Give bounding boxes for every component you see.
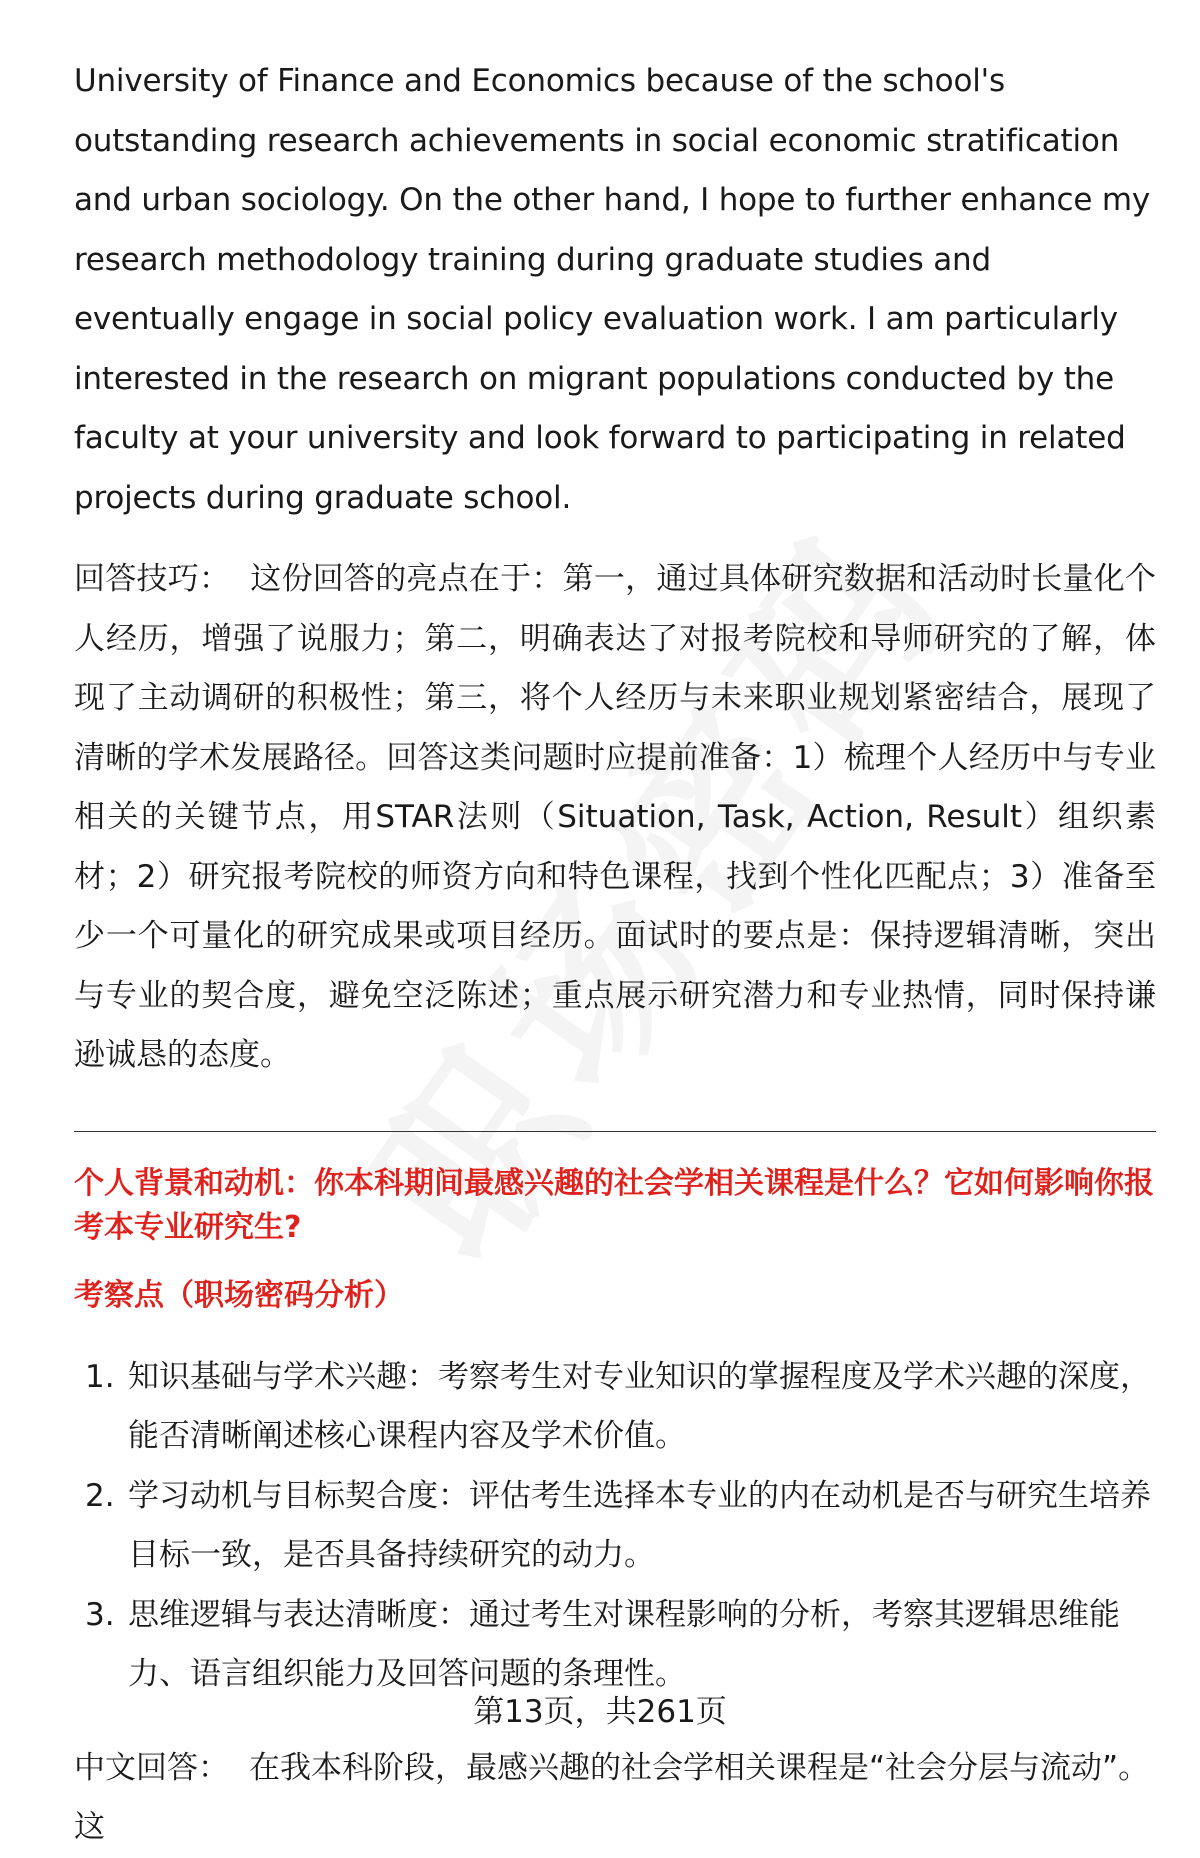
list-item-number: 3. xyxy=(85,1596,115,1633)
chinese-answer-label: 中文回答： xyxy=(74,1749,229,1786)
page-footer xyxy=(0,1692,1200,1732)
interview-question: 个人背景和动机：你本科期间最感兴趣的社会学相关课程是什么？它如何影响你报考本专业研究生? xyxy=(74,1165,1154,1245)
answer-tips-text: 这份回答的亮点在于：第一，通过具体研究数据和活动时长量化个人经历，增强了说服力；第二，明确表达了对报考院校和导师研究的了解，体现了主动调研的积极性；第三，将个人经历与未来职业规划紧密结合，展现了清晰的学术发展路径。回答这类问题时应提前准备：1）梳理个人经历中与专业相关的关键节点，用STAR法则（Situation, Task, Action, Result）组织素材；2）研究报考院校的师资方向和特色课程，找到个性化匹配点；3）准备至少一个可量化的研究成果或项目经历。面试时的要点是：保持逻辑清晰，突出与专业的契合度，避免空泛陈述；重点展示研究潜力和专业热情，同时保持谦逊诚恳的态度。 xyxy=(74,561,1157,1073)
list-item-number: 2. xyxy=(85,1477,115,1514)
assessment-heading: 考察点（职场密码分析） xyxy=(74,1277,404,1313)
list-item-number: 1. xyxy=(85,1358,115,1395)
list-item xyxy=(74,1586,1156,1705)
list-item-text: 知识基础与学术兴趣：考察考生对专业知识的掌握程度及学术兴趣的深度，能否清晰阐述核心课程内容及学术价值。 xyxy=(128,1358,1151,1454)
document-page xyxy=(74,52,1156,1858)
assessment-points-list xyxy=(74,1348,1156,1705)
list-item-text: 学习动机与目标契合度：评估考生选择本专业的内在动机是否与研究生培养目标一致，是否具备持续研究的动力。 xyxy=(128,1477,1151,1573)
list-item xyxy=(74,1348,1156,1467)
answer-tips-paragraph xyxy=(74,550,1156,1086)
intro-paragraph: University of Finance and Economics because of the school's outstanding research achievements in social economic stratification and urban sociology. On the other hand, I hope to further enhance my research methodology training during graduate studies and eventually engage in social policy evaluation work. I am particularly interested in the research on migrant populations conducted by the faculty at your university and look forward to participating in related projects during graduate school. xyxy=(74,63,1151,516)
chinese-answer-text: 在我本科阶段，最感兴趣的社会学相关课程是“社会分层与流动”。这 xyxy=(74,1749,1150,1845)
section-divider xyxy=(74,1131,1156,1132)
answer-tips-label: 回答技巧： xyxy=(74,561,231,597)
list-item xyxy=(74,1467,1156,1586)
chinese-answer-paragraph xyxy=(74,1739,1156,1858)
page-number: 第13页，共261页 xyxy=(473,1694,727,1730)
list-item-text: 思维逻辑与表达清晰度：通过考生对课程影响的分析，考察其逻辑思维能力、语言组织能力及回答问题的条理性。 xyxy=(128,1596,1120,1692)
